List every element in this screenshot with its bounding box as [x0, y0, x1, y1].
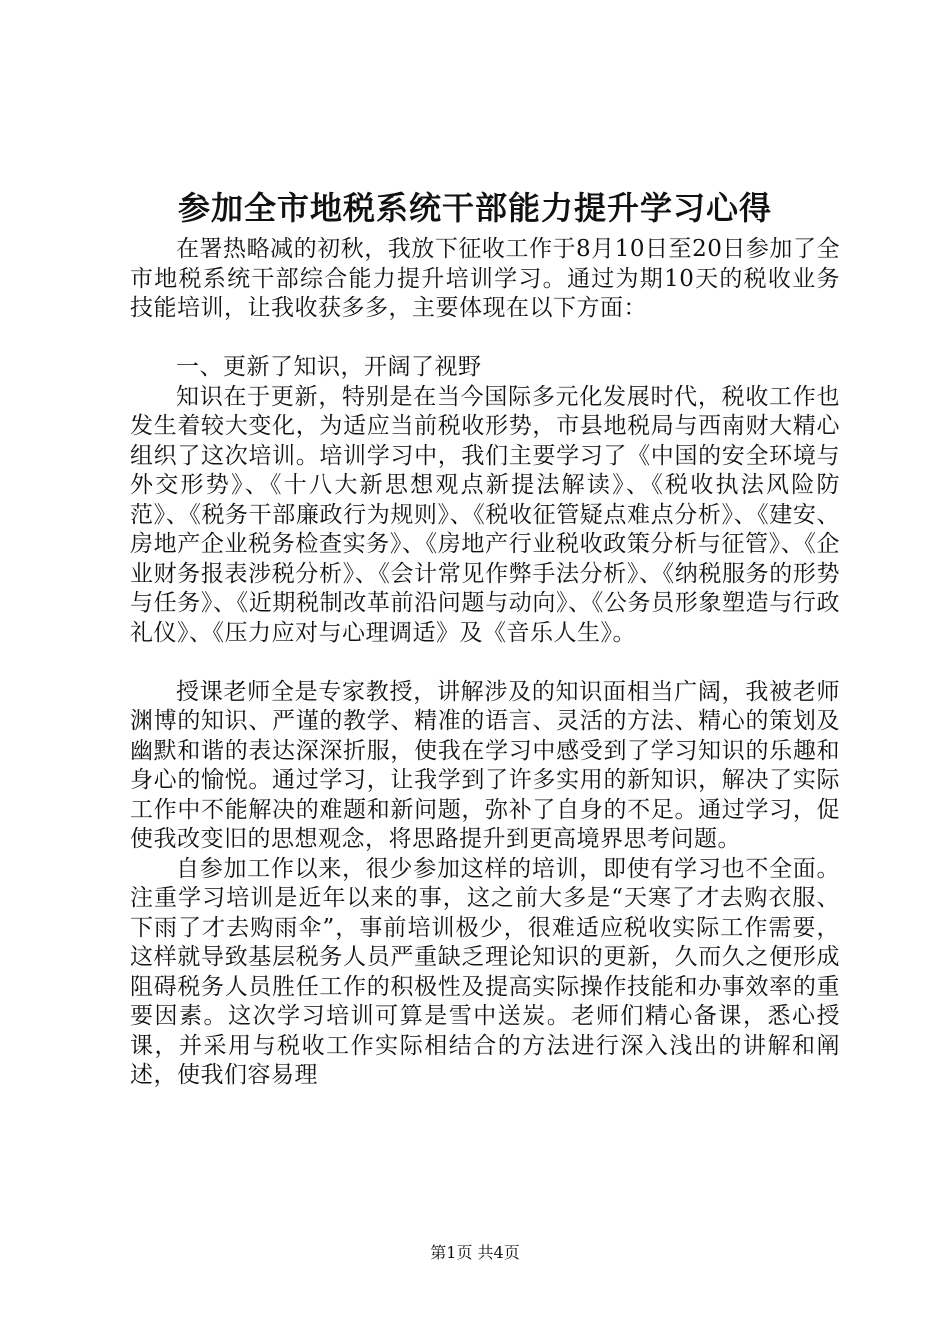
- section-heading: 一、更新了知识，开阔了视野: [176, 354, 482, 380]
- page-footer: 第1页 共4页: [430, 1243, 520, 1262]
- intro-paragraph: 在署热略减的初秋，我放下征收工作于8月10日至20日参加了全市地税系统干部综合能力提升培训学习。通过为期10天的税收业务技能培训，让我收获多多，主要体现在以下方面：: [130, 236, 840, 321]
- body-paragraph: 自参加工作以来，很少参加这样的培训，即使有学习也不全面。注重学习培训是近年以来的事，这之前大多是“天寒了才去购衣服、下雨了才去购雨伞”，事前培训极少，很难适应税收实际工作需要，这样就导致基层税务人员严重缺乏理论知识的更新，久而久之便形成阻碍税务人员胜任工作的积极性及提高实际操作技能和办事效率的重要因素。这次学习培训可算是雪中送炭。老师们精心备课，悉心授课，并采用与税收工作实际相结合的方法进行深入浅出的讲解和阐述，使我们容易理: [130, 855, 840, 1088]
- document-title: 参加全市地税系统干部能力提升学习心得: [177, 189, 772, 227]
- body-paragraph: 授课老师全是专家教授，讲解涉及的知识面相当广阔，我被老师渊博的知识、严谨的教学、精准的语言、灵活的方法、精心的策划及幽默和谐的表达深深折服，使我在学习中感受到了学习知识的乐趣和身心的愉悦。通过学习，让我学到了许多实用的新知识，解决了实际工作中不能解决的难题和新问题，弥补了自身的不足。通过学习，促使我改变旧的思想观念，将思路提升到更高境界思考问题。: [130, 678, 840, 852]
- document-body: [130, 235, 840, 1091]
- body-paragraph: 知识在于更新，特别是在当今国际多元化发展时代，税收工作也发生着较大变化，为适应当前税收形势，市县地税局与西南财大精心组织了这次培训。培训学习中，我们主要学习了《中国的安全环境与外交形势》、《十八大新思想观点新提法解读》、《税收执法风险防范》、《税务干部廉政行为规则》、《税收征管疑点难点分析》、《建安、房地产企业税务检查实务》、《房地产行业税收政策分析与征管》、《企业财务报表涉税分析》、《会计常见作弊手法分析》、《纳税服务的形势与任务》、《近期税制改革前沿问题与动向》、《公务员形象塑造与行政礼仪》、《压力应对与心理调适》及《音乐人生》。: [130, 383, 840, 646]
